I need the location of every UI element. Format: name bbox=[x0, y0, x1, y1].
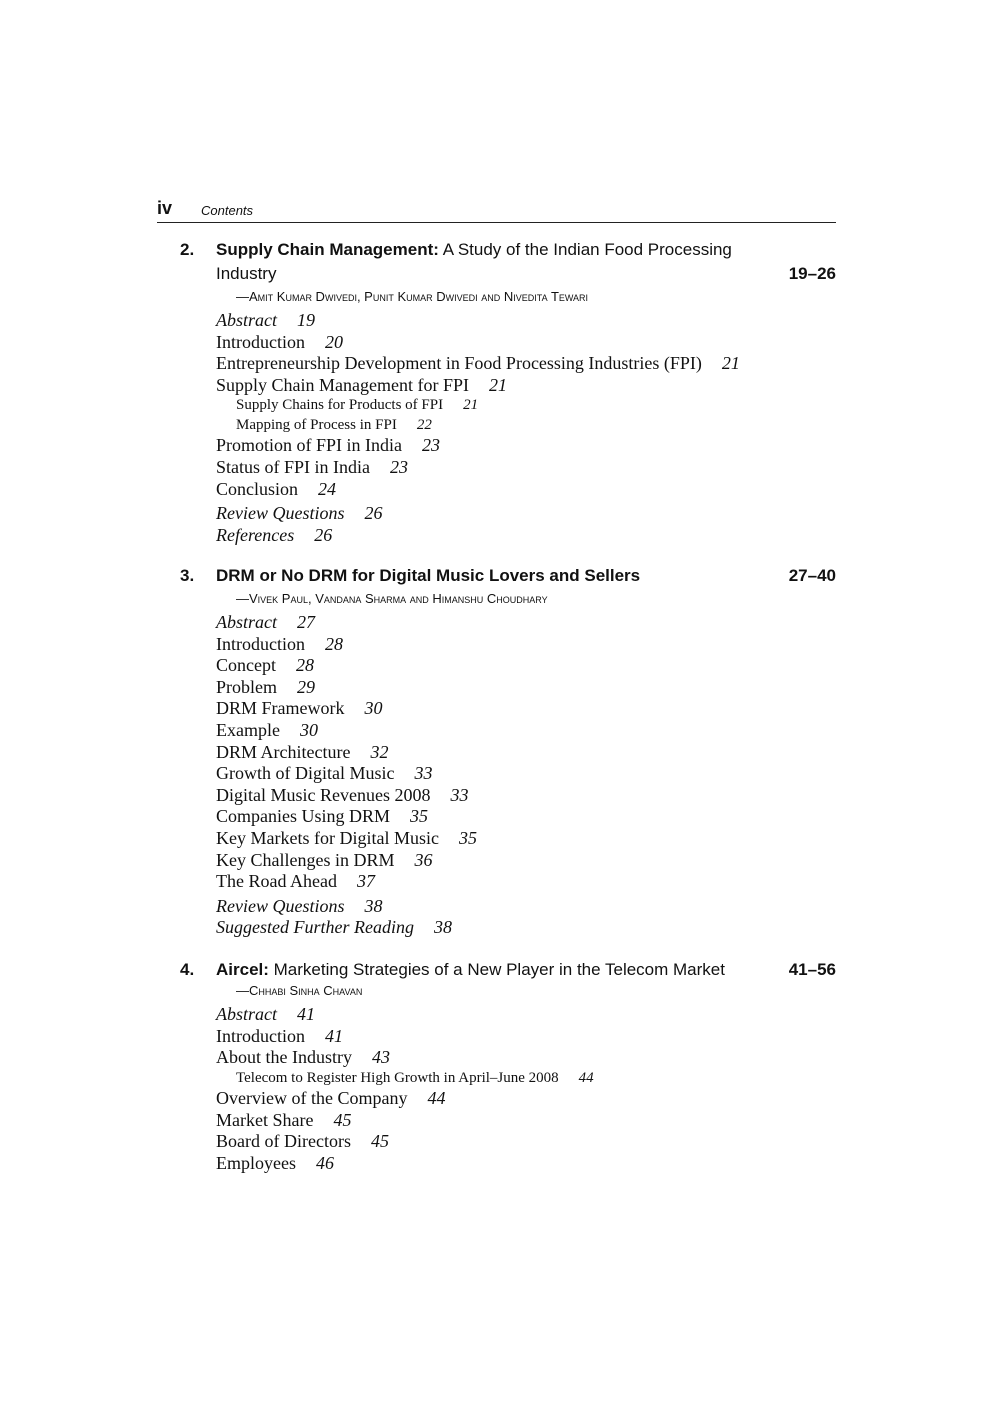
entry-title: Supply Chain Management for FPI bbox=[216, 374, 469, 395]
chapter-2 bbox=[157, 238, 836, 546]
entry-title: Key Markets for Digital Music bbox=[216, 827, 439, 848]
entry-page: 21 bbox=[488, 374, 507, 395]
entry-title: Board of Directors bbox=[216, 1131, 351, 1152]
toc-entry[interactable] bbox=[216, 850, 836, 872]
entry-title: Conclusion bbox=[216, 478, 299, 499]
entry-page: 26 bbox=[364, 503, 383, 524]
toc-entry[interactable] bbox=[216, 828, 836, 850]
chapter-entries bbox=[216, 1004, 836, 1175]
toc-entry[interactable] bbox=[216, 1110, 836, 1132]
toc-entry[interactable] bbox=[216, 677, 836, 699]
entry-page: 38 bbox=[433, 917, 452, 938]
entry-page: 27 bbox=[297, 612, 315, 632]
chapter-number: 3. bbox=[180, 566, 195, 585]
entry-title: Digital Music Revenues 2008 bbox=[216, 784, 431, 805]
entry-page: 35 bbox=[410, 806, 429, 827]
entry-title: Companies Using DRM bbox=[216, 806, 391, 827]
entry-page: 21 bbox=[721, 353, 740, 374]
entry-title: Abstract bbox=[216, 310, 277, 330]
chapter-number: 4. bbox=[180, 960, 195, 979]
toc-entry[interactable] bbox=[216, 1026, 836, 1048]
chapter-title-row bbox=[157, 238, 836, 286]
entry-page: 35 bbox=[458, 827, 477, 848]
entry-page: 26 bbox=[314, 524, 333, 545]
entry-page: 19 bbox=[297, 310, 315, 330]
entry-title: Abstract bbox=[216, 1004, 277, 1024]
entry-title: Entrepreneurship Development in Food Processing Industries (FPI) bbox=[216, 353, 702, 374]
entry-page: 20 bbox=[324, 331, 343, 352]
chapter-4 bbox=[157, 958, 836, 1175]
chapter-authors: —Chhabi Sinha Chavan bbox=[236, 983, 363, 998]
toc-subentry[interactable] bbox=[216, 396, 836, 416]
entry-title: The Road Ahead bbox=[216, 871, 337, 892]
toc-entry[interactable] bbox=[216, 479, 836, 501]
chapter-title[interactable] bbox=[216, 238, 776, 286]
chapter-entries bbox=[216, 612, 836, 939]
entry-title: Employees bbox=[216, 1153, 296, 1174]
toc-subentry[interactable] bbox=[216, 416, 836, 436]
toc-entry[interactable] bbox=[216, 655, 836, 677]
entry-page: 21 bbox=[463, 397, 479, 414]
chapter-number: 2. bbox=[180, 240, 195, 259]
entry-page: 33 bbox=[414, 763, 433, 784]
toc-entry[interactable] bbox=[216, 1004, 836, 1026]
chapter-authors: —Vivek Paul, Vandana Sharma and Himanshu Choudhary bbox=[236, 591, 548, 606]
entry-page: 33 bbox=[450, 784, 469, 805]
toc-entry[interactable] bbox=[216, 332, 836, 354]
chapter-title-row bbox=[157, 958, 836, 982]
entry-page: 36 bbox=[414, 849, 433, 870]
entry-page: 23 bbox=[422, 435, 441, 456]
entry-title: About the Industry bbox=[216, 1047, 352, 1068]
toc-entry[interactable] bbox=[216, 1088, 836, 1110]
entry-page: 32 bbox=[370, 741, 389, 762]
chapter-title-bold: Supply Chain Management: bbox=[216, 240, 439, 259]
toc-entry[interactable] bbox=[216, 720, 836, 742]
entry-title: Status of FPI in India bbox=[216, 456, 371, 477]
running-header bbox=[157, 196, 836, 223]
chapter-page-range: 19–26 bbox=[788, 264, 836, 283]
chapter-page-range: 41–56 bbox=[788, 960, 836, 979]
entry-page: 44 bbox=[427, 1088, 446, 1109]
toc-entry[interactable] bbox=[216, 698, 836, 720]
entry-page: 28 bbox=[296, 655, 314, 676]
chapter-3 bbox=[157, 564, 836, 939]
entry-title: Concept bbox=[216, 655, 276, 676]
toc-entry[interactable] bbox=[216, 763, 836, 785]
toc-entry[interactable] bbox=[216, 525, 836, 547]
entry-title: References bbox=[216, 524, 295, 545]
entry-page: 43 bbox=[371, 1047, 390, 1068]
entry-page: 38 bbox=[364, 895, 383, 916]
toc-entry[interactable] bbox=[216, 310, 836, 332]
entry-page: 45 bbox=[333, 1109, 352, 1130]
entry-page: 29 bbox=[297, 676, 315, 697]
entry-page: 41 bbox=[297, 1004, 315, 1024]
entry-page: 30 bbox=[364, 698, 383, 719]
toc-entry[interactable] bbox=[216, 353, 836, 375]
entry-page: 45 bbox=[370, 1131, 389, 1152]
chapter-title-bold: DRM or No DRM for Digital Music Lovers and Sellers bbox=[216, 566, 641, 585]
entry-page: 44 bbox=[578, 1069, 594, 1086]
toc-entry[interactable] bbox=[216, 1153, 836, 1175]
entry-title: Key Challenges in DRM bbox=[216, 849, 395, 870]
entry-title: DRM Framework bbox=[216, 698, 345, 719]
chapter-page-range: 27–40 bbox=[788, 566, 836, 585]
chapter-title[interactable] bbox=[216, 958, 816, 982]
entry-title: Introduction bbox=[216, 331, 305, 352]
toc-entry[interactable] bbox=[216, 917, 836, 939]
toc-entry[interactable] bbox=[216, 785, 836, 807]
entry-page: 30 bbox=[299, 719, 318, 740]
toc-entry[interactable] bbox=[216, 896, 836, 918]
page-folio: iv bbox=[157, 198, 173, 218]
chapter-title-row bbox=[157, 564, 836, 588]
entry-title: Introduction bbox=[216, 1025, 305, 1046]
entry-page: 28 bbox=[324, 633, 343, 654]
chapter-title-bold: Aircel: bbox=[216, 960, 269, 979]
chapter-authors: —Amit Kumar Dwivedi, Punit Kumar Dwivedi and Nivedita Tewari bbox=[236, 289, 589, 304]
entry-page: 22 bbox=[416, 416, 432, 433]
entry-title: Telecom to Register High Growth in April–June 2008 bbox=[236, 1069, 559, 1086]
entry-title: Example bbox=[216, 719, 280, 740]
running-title: Contents bbox=[201, 203, 254, 218]
toc-entry[interactable] bbox=[216, 375, 836, 397]
entry-title: Introduction bbox=[216, 633, 305, 654]
chapter-title[interactable] bbox=[216, 564, 776, 588]
entry-title: Promotion of FPI in India bbox=[216, 435, 403, 456]
entry-page: 37 bbox=[356, 871, 375, 892]
toc-entry[interactable] bbox=[216, 435, 836, 457]
entry-title: Suggested Further Reading bbox=[216, 917, 414, 938]
toc-entry[interactable] bbox=[216, 1131, 836, 1153]
entry-title: Growth of Digital Music bbox=[216, 763, 395, 784]
entry-title: Abstract bbox=[216, 612, 277, 632]
chapter-title-rest: A Study of the Indian Food Processing Industry bbox=[216, 240, 732, 283]
entry-title: Supply Chains for Products of FPI bbox=[236, 397, 444, 414]
entry-title: Problem bbox=[216, 676, 277, 697]
chapter-entries bbox=[216, 310, 836, 546]
toc-entry[interactable] bbox=[216, 457, 836, 479]
toc-subentry[interactable] bbox=[216, 1069, 836, 1089]
toc-entry[interactable] bbox=[216, 871, 836, 893]
toc-entry[interactable] bbox=[216, 1047, 836, 1069]
entry-page: 23 bbox=[390, 456, 409, 477]
toc-entry[interactable] bbox=[216, 612, 836, 634]
toc-entry[interactable] bbox=[216, 806, 836, 828]
entry-title: Review Questions bbox=[216, 895, 345, 916]
entry-page: 41 bbox=[324, 1025, 343, 1046]
toc-entry[interactable] bbox=[216, 742, 836, 764]
entry-title: Overview of the Company bbox=[216, 1088, 408, 1109]
toc-entry[interactable] bbox=[216, 634, 836, 656]
entry-page: 24 bbox=[318, 478, 337, 499]
entry-title: Review Questions bbox=[216, 503, 345, 524]
entry-title: Mapping of Process in FPI bbox=[236, 416, 397, 433]
chapter-title-rest: Marketing Strategies of a New Player in the Telecom Market bbox=[268, 960, 725, 979]
entry-title: DRM Architecture bbox=[216, 741, 351, 762]
toc-entry[interactable] bbox=[216, 503, 836, 525]
entry-title: Market Share bbox=[216, 1109, 314, 1130]
entry-page: 46 bbox=[315, 1153, 334, 1174]
